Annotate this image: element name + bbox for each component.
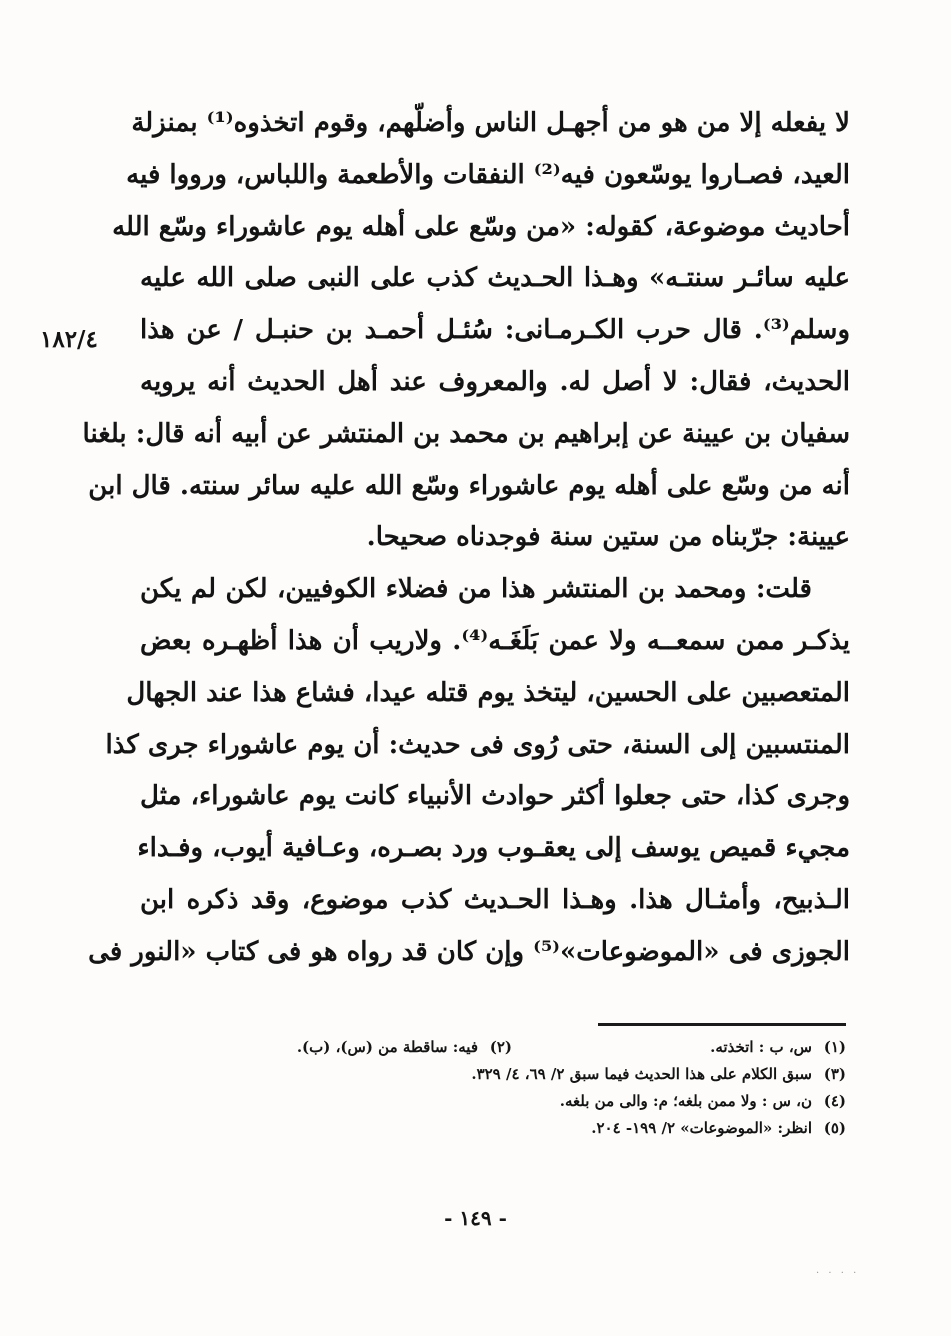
text-line: وسلم⁽³⁾. قال حرب الكـرمـانى: سُئـل أحمـد بن حنبـل / عن هذا [140,315,850,346]
footnote-row [180,1115,846,1142]
footnote-text: س، ب : اتخذته. [710,1038,812,1056]
text-line: المتعصبين على الحسين، ليتخذ يوم قتله عيدا، فشاع هذا عند الجهال [126,677,850,708]
footnote-row [180,1061,846,1088]
footnotes [180,1034,846,1142]
main-text [82,98,850,979]
text-line: الجوزى فى «الموضوعات»⁽⁵⁾ وإن كان قد رواه هو فى كتاب «النور فى [88,936,850,967]
text-line: مجيء قميص يوسف إلى يعقـوب ورد بصـره، وعـافية أيوب، وفـداء [137,833,850,864]
text-line: لا يفعله إلا من هو من أجهـل الناس وأضلّهم، وقوم اتخذوه⁽¹⁾ بمنزلة [131,108,850,138]
text-line: عيينة: جرّبناه من ستين سنة فوجدناه صحيحا. [366,522,850,553]
text-line: سفيان بن عيينة عن إبراهيم بن محمد بن المنتشر عن أبيه أنه قال: بلغنا [82,418,850,449]
text-line: أحاديث موضوعة، كقوله: «من وسّع على أهله يوم عاشوراء وسّع الله [112,211,850,242]
footnote-text: سبق الكلام على هذا الحديث فيما سبق ٢/ ٦٩، ٤/ ٣٢٩. [471,1065,812,1083]
footnote-number: (٣) [823,1065,846,1083]
footnote-number: (٤) [823,1092,846,1110]
footnote-text: انظر: «الموضوعات» ٢/ ١٩٩- ٢٠٤. [591,1119,812,1137]
text-line: المنتسبين إلى السنة، حتى رُوى فى حديث: أن يوم عاشوراء جرى كذا [105,729,850,760]
text-line: عليه سائـر سنتـه» وهـذا الحـديث كذب على النبى صلى الله عليه [140,263,850,294]
scan-speck-decoration: · · · · [816,1268,860,1279]
footnote-number: (١) [823,1038,846,1056]
footnote-text: فيه: ساقطة من (س)، (ب). [296,1038,478,1056]
text-line: الـذبيح، وأمثـال هذا. وهـذا الحـديث كذب موضوع، وقد ذكره ابن [140,884,850,915]
footnote-separator [598,1023,846,1026]
page-number: - ١٤٩ - [444,1206,507,1230]
footnote-number: (٢) [489,1038,512,1056]
footnote-row [180,1034,846,1061]
text-line: وجرى كذا، حتى جعلوا أكثر حوادث الأنبياء كانت يوم عاشوراء، مثل [140,781,850,812]
text-line: قلت: ومحمد بن المنتشر هذا من فضلاء الكوفيين، لكن لم يكن [140,574,812,605]
text-line: الحديث، فقال: لا أصل له. والمعروف عند أهل الحديث أنه يرويه [140,366,850,397]
footnote-text: ن، س : ولا ممن بلغه؛ م: والى من بلغه. [559,1092,812,1110]
footnote-number: (٥) [823,1119,846,1137]
text-line: يذكـر ممن سمعــه ولا عمن بَلَغَـه⁽⁴⁾. ولاريب أن هذا أظهـره بعض [140,625,850,656]
text-line: أنه من وسّع على أهله يوم عاشوراء وسّع الله عليه سائر سنته. قال ابن [88,470,850,501]
footnote-row [180,1088,846,1115]
text-line: العيد، فصـاروا يوسّعون فيه⁽²⁾ النفقات والأطعمة واللباس، ورووا فيه [126,159,850,190]
margin-reference: ١٨٢/٤ [40,326,98,353]
